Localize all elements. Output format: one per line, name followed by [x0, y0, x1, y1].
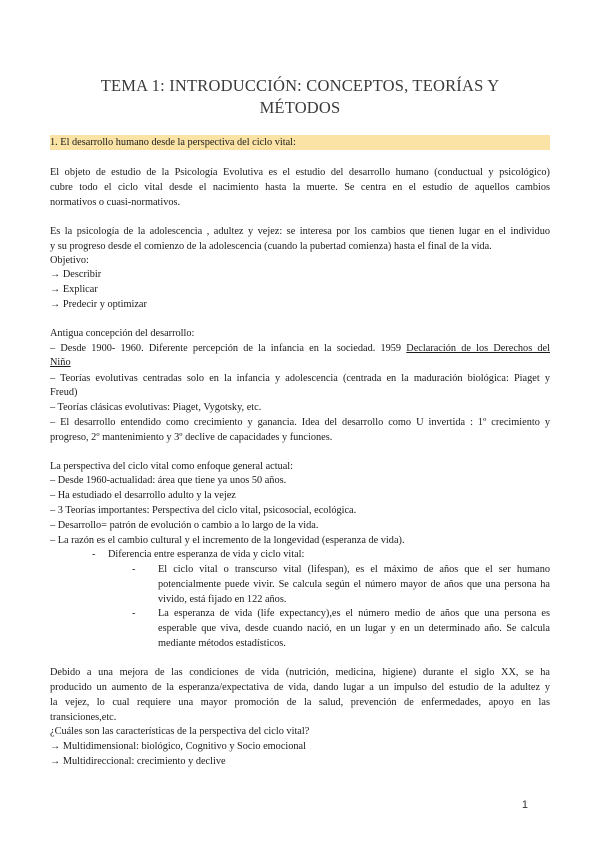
perspectiva-item: – Desde 1960-actualidad: área que tiene ya unos 50 años.: [50, 475, 287, 486]
antigua-line-text: – Desde 1900- 1960. Diferente percepción de la infancia en la sociedad. 1959: [50, 343, 407, 354]
perspectiva-item: – La razón es el cambio cultural y el incremento de la longevidad (esperanza de vida).: [50, 535, 405, 546]
paragraph-3-line: transiciones,etc.: [50, 712, 117, 723]
list-dash: -: [132, 608, 136, 619]
page-number: 1: [521, 799, 528, 811]
perspectiva-heading: La perspectiva del ciclo vital como enfoque general actual:: [50, 461, 294, 472]
lifespan-line: potencialmente puede vivir. Se calcula según el número mayor de años que una persona ha: [158, 579, 550, 590]
antigua-line: – Teorías evolutivas centradas solo en la infancia y adolescencia (centrada en la maduración biológica: Piaget y: [50, 373, 550, 384]
paragraph-3-line: producido un aumento de la esperanza/expectativa de vida, dando lugar a un impulso del estudio de la adultez y: [50, 682, 550, 693]
objetivo-label: Objetivo:: [50, 255, 89, 266]
perspectiva-item: – 3 Teorías importantes: Perspectiva del ciclo vital, psicosocial, ecológica.: [50, 505, 357, 516]
paragraph-2-line: y su progreso desde el comienzo de la adolescencia (cuando la pubertad comienza) hasta el final de la vida.: [50, 241, 492, 252]
derechos-nino-link-cont: Niño: [50, 357, 71, 368]
sub-heading: Diferencia entre esperanza de vida y ciclo vital:: [108, 549, 305, 560]
objetivo-item: → Describir: [50, 269, 102, 280]
caracteristicas-question: ¿Cuáles son las características de la perspectiva del ciclo vital?: [50, 726, 310, 737]
lifespan-line: El ciclo vital o transcurso vital (lifespan), es el máximo de años que el ser humano: [158, 564, 550, 575]
antigua-heading: Antigua concepción del desarrollo:: [50, 328, 195, 339]
sub-bullet-dash: -: [92, 549, 96, 560]
antigua-line: Freud): [50, 387, 78, 398]
paragraph-1-line: El objeto de estudio de la Psicología Evolutiva es el estudio del desarrollo humano (conductual y psicológico): [50, 167, 550, 178]
antigua-line: [50, 341, 550, 356]
paragraph-1-line: normativos o cuasi-normativos.: [50, 197, 181, 208]
title-line-1: TEMA 1: INTRODUCCIÓN: CONCEPTOS, TEORÍAS Y: [100, 76, 500, 95]
page-title: [50, 75, 550, 119]
lifespan-line: vivido, está fijado en 122 años.: [158, 594, 287, 605]
perspectiva-item: – Ha estudiado el desarrollo adulto y la vejez: [50, 490, 236, 501]
life-expectancy-line: La esperanza de vida (life expectancy),es el número medio de años que una persona es: [158, 608, 550, 619]
objetivo-item: → Explicar: [50, 284, 98, 295]
life-expectancy-line: mediante métodos estadísticos.: [158, 638, 286, 649]
paragraph-3-line: Debido a una mejora de las condiciones de vida (nutrición, medicina, higiene) durante el siglo XX, se ha: [50, 667, 550, 678]
derechos-nino-link: Declaración de los Derechos del: [406, 343, 550, 354]
antigua-line: [50, 355, 550, 370]
caracteristicas-item: → Multidimensional: biológico, Cognitivo y Socio emocional: [50, 741, 306, 752]
paragraph-2-line: Es la psicología de la adolescencia , adultez y vejez: se interesa por los cambios que tienen lugar en el individuo: [50, 226, 550, 237]
antigua-line: – El desarrollo entendido como crecimiento y ganancia. Idea del desarrollo como U invertida : 1º crecimiento y: [50, 417, 550, 428]
title-line-2: MÉTODOS: [259, 98, 341, 117]
life-expectancy-line: esperable que viva, desde cuando nació, en un lugar y en un determinado año. Se calcula: [158, 623, 550, 634]
caracteristicas-item: → Multidireccional: crecimiento y declive: [50, 756, 226, 767]
objetivo-item: → Predecir y optimizar: [50, 299, 147, 310]
paragraph-1-line: cubre todo el ciclo vital desde el nacimiento hasta la muerte. Se centra en el estudio de aquellos cambios: [50, 182, 550, 193]
antigua-line: progreso, 2º mantenimiento y 3º declive de capacidades y funciones.: [50, 432, 333, 443]
antigua-line: – Teorías clásicas evolutivas: Piaget, Vygotsky, etc.: [50, 402, 262, 413]
perspectiva-item: – Desarrollo= patrón de evolución o cambio a lo largo de la vida.: [50, 520, 319, 531]
list-dash: -: [132, 564, 136, 575]
paragraph-3-line: la vejez, lo cual requiere una mayor promoción de la salud, prevención de enfermedades, apoyo en las: [50, 697, 550, 708]
section-heading: [50, 135, 550, 150]
section-heading-text: 1. El desarrollo humano desde la perspectiva del ciclo vital:: [50, 135, 550, 150]
